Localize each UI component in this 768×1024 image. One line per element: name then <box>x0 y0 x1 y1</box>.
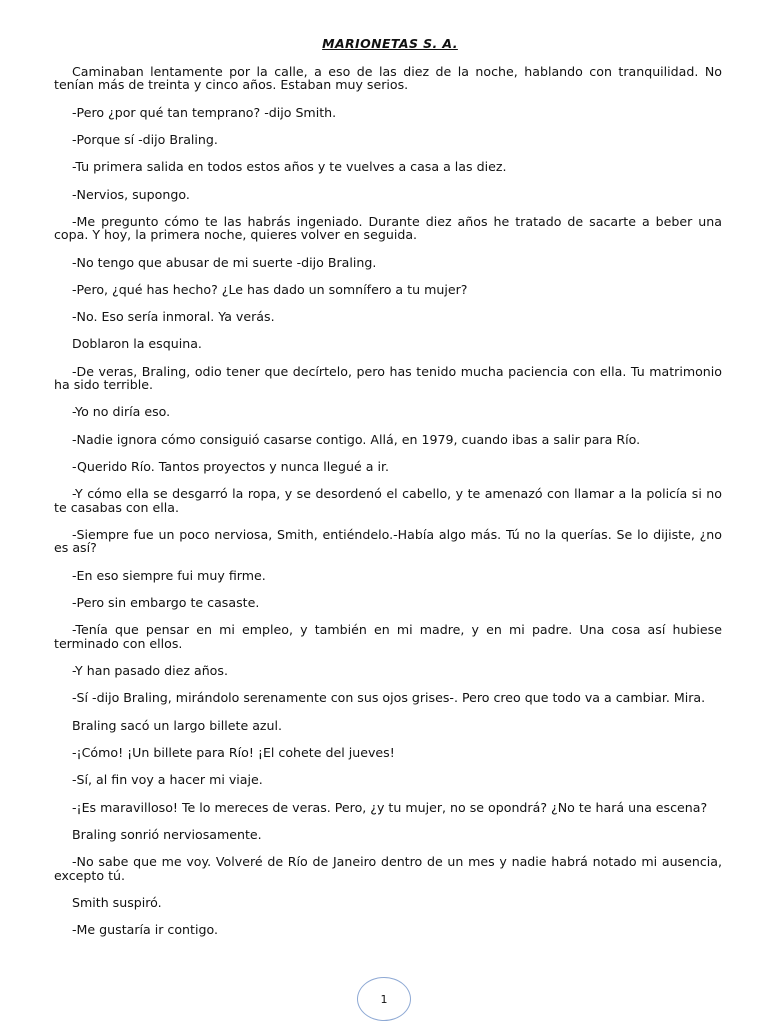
paragraph: -Siempre fue un poco nerviosa, Smith, entiéndelo.-Había algo más. Tú no la querías. Se lo dijiste, ¿no es así? <box>54 527 722 556</box>
paragraph: -Sí, al fin voy a hacer mi viaje. <box>72 772 263 788</box>
paragraph: -De veras, Braling, odio tener que decírtelo, pero has tenido mucha paciencia con ella. Tu matrimonio ha sido terrible. <box>54 363 722 393</box>
paragraph: -En eso siempre fui muy firme. <box>72 567 266 583</box>
paragraph: -Y han pasado diez años. <box>72 663 228 679</box>
paragraph: -Sí -dijo Braling, mirándolo serenamente con sus ojos grises-. Pero creo que todo va a cambiar. Mira. <box>72 690 706 706</box>
page-number-label: 1 <box>380 992 388 1006</box>
paragraph: -Me pregunto cómo te las habrás ingeniado. Durante diez años he tratado de sacarte a beber una copa. Y hoy, la primera noche, quieres volver en seguida. <box>54 213 722 243</box>
paragraph: -Porque sí -dijo Braling. <box>72 132 218 147</box>
paragraph: Smith suspiró. <box>72 894 162 910</box>
paragraph: -¡Es maravilloso! Te lo mereces de veras. Pero, ¿y tu mujer, no se opondrá? ¿No te hará una escena? <box>72 799 708 815</box>
paragraph: -Pero sin embargo te casaste. <box>72 595 260 611</box>
paragraph: -Pero ¿por qué tan temprano? -dijo Smith. <box>72 104 337 120</box>
paragraph: Doblaron la esquina. <box>72 336 202 352</box>
paragraph: Braling sonrió nerviosamente. <box>72 826 262 842</box>
paragraph: -No. Eso sería inmoral. Ya verás. <box>72 309 275 325</box>
page-number <box>357 977 411 1021</box>
paragraph: -Querido Río. Tantos proyectos y nunca llegué a ir. <box>72 459 389 475</box>
paragraph: -Nadie ignora cómo consiguió casarse contigo. Allá, en 1979, cuando ibas a salir para Río. <box>72 431 641 447</box>
paragraph: -Tenía que pensar en mi empleo, y también en mi madre, y en mi padre. Una cosa así hubiese terminado con ellos. <box>54 622 722 651</box>
paragraph: -No tengo que abusar de mi suerte -dijo Braling. <box>72 254 377 270</box>
paragraph: -Nervios, supongo. <box>72 186 190 202</box>
paragraph: -Yo no diría eso. <box>72 404 171 420</box>
document-body <box>54 65 722 950</box>
paragraph: -Tu primera salida en todos estos años y te vuelves a casa a las diez. <box>72 159 507 175</box>
paragraph: -¡Cómo! ¡Un billete para Río! ¡El cohete del jueves! <box>72 744 395 760</box>
document-title: MARIONETAS S. A. <box>322 36 458 51</box>
paragraph: -No sabe que me voy. Volveré de Río de Janeiro dentro de un mes y nadie habrá notado mi ausencia, excepto tú. <box>54 854 722 883</box>
paragraph: Braling sacó un largo billete azul. <box>72 717 283 733</box>
paragraph: -Y cómo ella se desgarró la ropa, y se desordenó el cabello, y te amenazó con llamar a la policía si no te casabas con ella. <box>54 486 722 515</box>
paragraph: Caminaban lentamente por la calle, a eso de las diez de la noche, hablando con tranquilidad. No tenían más de treinta y cinco años. Estaban muy serios. <box>54 64 722 93</box>
paragraph: -Me gustaría ir contigo. <box>72 922 218 938</box>
paragraph: -Pero, ¿qué has hecho? ¿Le has dado un somnífero a tu mujer? <box>72 281 468 297</box>
